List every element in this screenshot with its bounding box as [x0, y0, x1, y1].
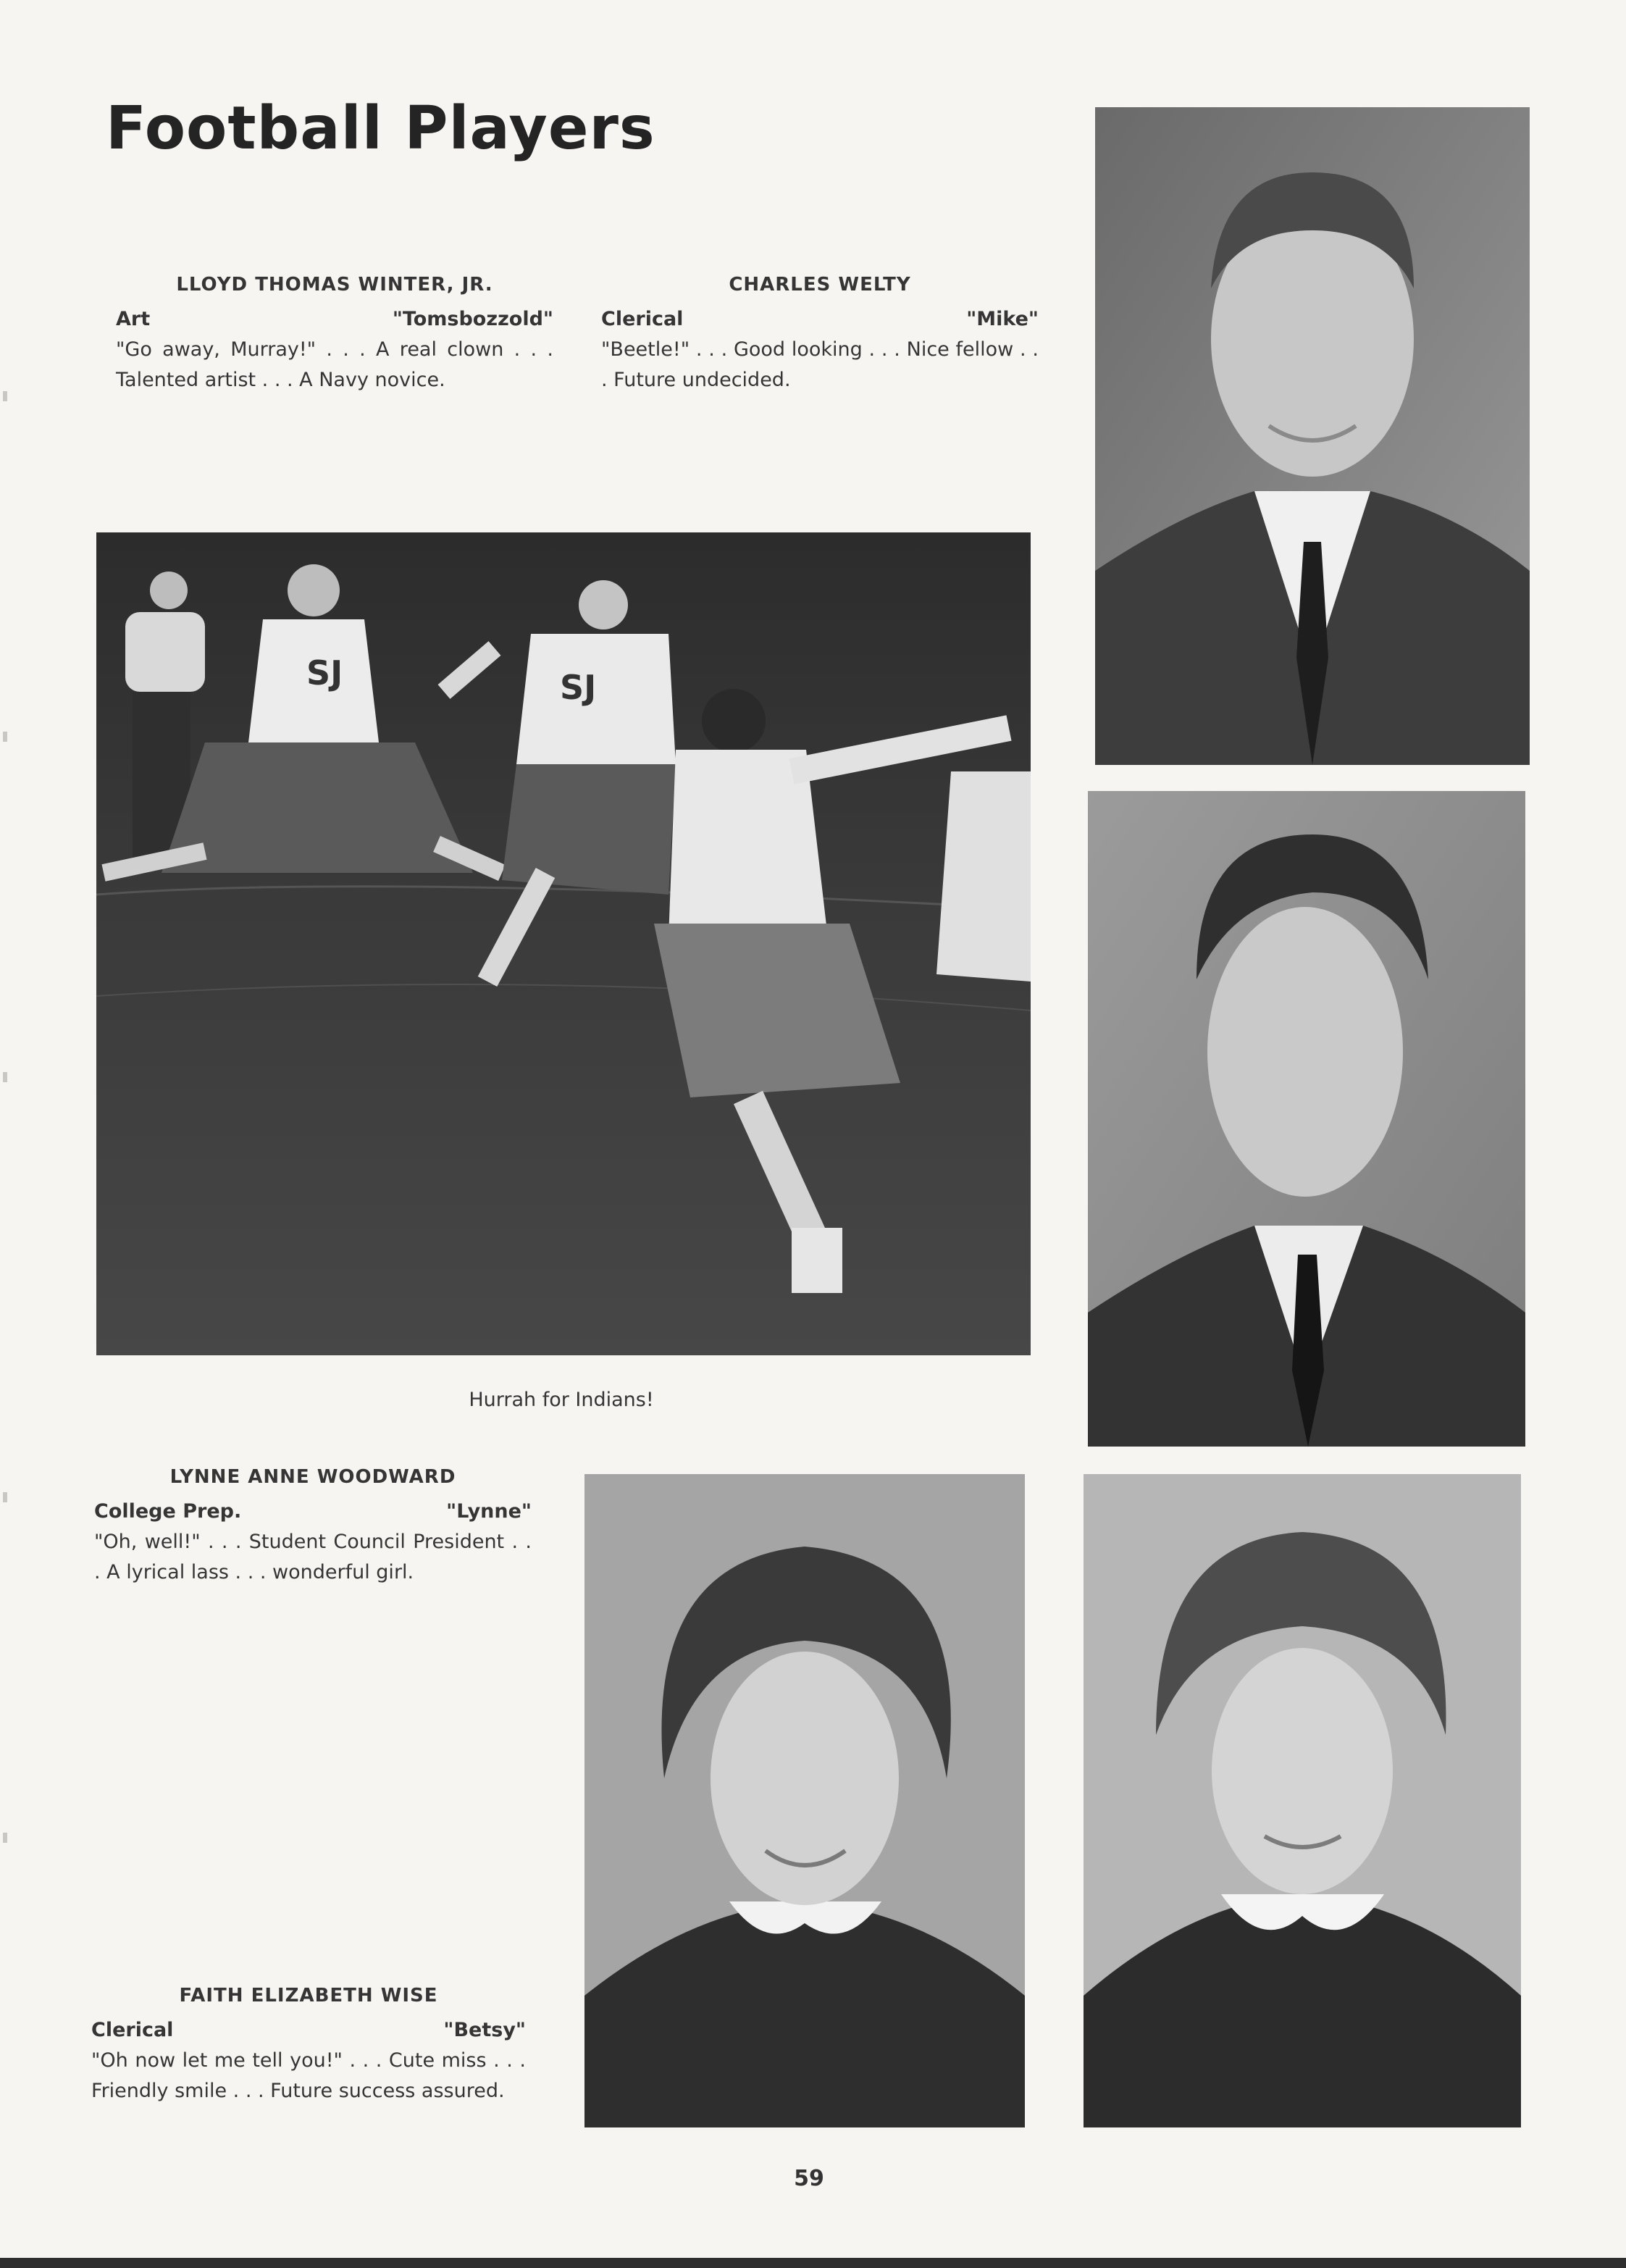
- portrait-faith-wise: [1084, 1474, 1521, 2127]
- student-description: "Oh, well!" . . . Student Council President . . . A lyrical lass . . . wonderful girl.: [94, 1531, 532, 1583]
- nickname-label: "Tomsbozzold": [392, 308, 553, 330]
- page-title: Football Players: [106, 94, 655, 163]
- course-label: Art: [116, 308, 151, 330]
- student-description: "Go away, Murray!" . . . A real clown . . . Talented artist . . . A Navy novice.: [116, 338, 553, 391]
- entry-charles-welty: [601, 269, 1039, 396]
- page-number: 59: [794, 2166, 824, 2191]
- course-row: [91, 2015, 526, 2046]
- nickname-label: "Lynne": [446, 1500, 532, 1523]
- photo-caption: Hurrah for Indians!: [469, 1389, 654, 1411]
- portrait-lynne-woodward: [584, 1474, 1025, 2127]
- portrait-lloyd-winter: [1095, 107, 1530, 765]
- student-description: "Oh now let me tell you!" . . . Cute miss . . . Friendly smile . . . Future success assured.: [91, 2049, 526, 2102]
- student-name: CHARLES WELTY: [729, 274, 911, 296]
- course-row: [116, 304, 553, 335]
- nickname-label: "Mike": [966, 308, 1039, 330]
- cheerleaders-photo: [96, 532, 1031, 1355]
- binding-mark: [3, 1072, 7, 1082]
- scan-edge-bar: [0, 2258, 1626, 2268]
- entry-faith-wise: [91, 1980, 526, 2106]
- binding-mark: [3, 1492, 7, 1502]
- svg-text:SJ: SJ: [560, 668, 597, 707]
- course-label: Clerical: [601, 308, 684, 330]
- course-label: College Prep.: [94, 1500, 242, 1523]
- course-row: [94, 1497, 532, 1527]
- binding-mark: [3, 1833, 7, 1843]
- student-description: "Beetle!" . . . Good looking . . . Nice fellow . . . Future undecided.: [601, 338, 1039, 391]
- nickname-label: "Betsy": [443, 2019, 526, 2041]
- student-name: FAITH ELIZABETH WISE: [179, 1985, 438, 2007]
- course-row: [601, 304, 1039, 335]
- entry-lloyd-winter: [116, 269, 553, 396]
- portrait-charles-welty: [1088, 791, 1525, 1447]
- course-label: Clerical: [91, 2019, 174, 2041]
- svg-text:SJ: SJ: [306, 653, 343, 692]
- student-name: LYNNE ANNE WOODWARD: [169, 1466, 456, 1488]
- binding-mark: [3, 391, 7, 401]
- student-name: LLOYD THOMAS WINTER, JR.: [176, 274, 493, 296]
- binding-mark: [3, 732, 7, 742]
- entry-lynne-woodward: [94, 1462, 532, 1588]
